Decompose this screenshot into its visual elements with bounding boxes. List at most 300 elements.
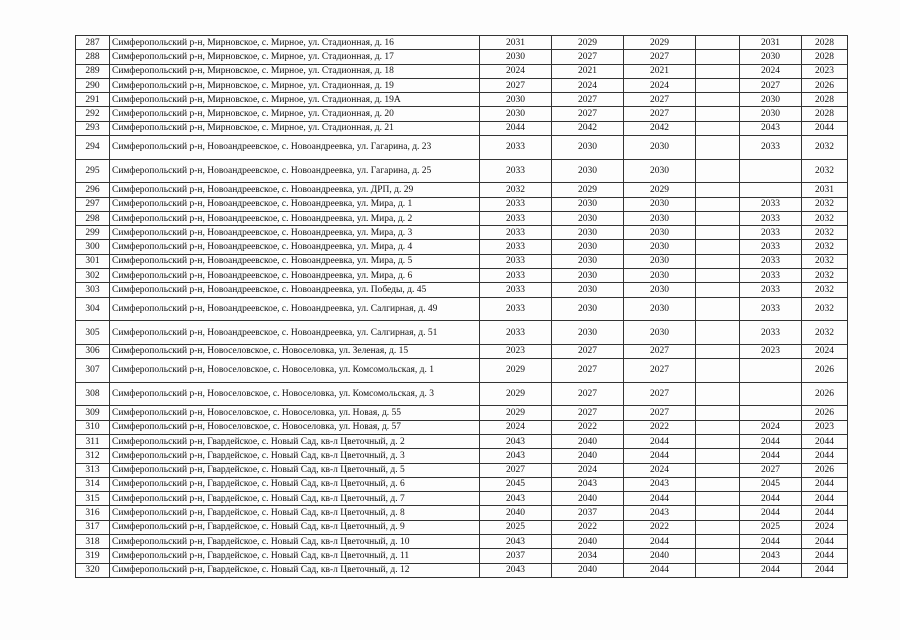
row-number: 315	[76, 492, 110, 506]
year-cell-6: 2023	[802, 420, 848, 434]
year-cell-6: 2024	[802, 520, 848, 534]
row-number: 320	[76, 563, 110, 577]
year-cell-3: 2027	[624, 50, 696, 64]
year-cell-5: 2025	[740, 520, 802, 534]
table-row	[76, 50, 848, 64]
year-cell-4	[696, 78, 740, 92]
table-body	[76, 36, 848, 578]
year-cell-5: 2030	[740, 93, 802, 107]
address-cell: Симферопольский р-н, Мирновское, с. Мирное, ул. Стадионная, д. 19	[110, 78, 480, 92]
row-number: 288	[76, 50, 110, 64]
row-number: 296	[76, 183, 110, 197]
address-cell: Симферопольский р-н, Мирновское, с. Мирное, ул. Стадионная, д. 21	[110, 121, 480, 135]
table-row	[76, 183, 848, 197]
year-cell-6: 2044	[802, 434, 848, 448]
table-row	[76, 492, 848, 506]
year-cell-5: 2033	[740, 240, 802, 254]
table-row	[76, 534, 848, 548]
year-cell-2: 2030	[552, 197, 624, 211]
year-cell-5: 2045	[740, 477, 802, 491]
year-cell-5: 2033	[740, 297, 802, 321]
year-cell-6: 2026	[802, 382, 848, 406]
year-cell-5: 2033	[740, 321, 802, 345]
year-cell-3: 2021	[624, 64, 696, 78]
row-number: 303	[76, 283, 110, 297]
year-cell-1: 2037	[480, 549, 552, 563]
year-cell-1: 2029	[480, 382, 552, 406]
year-cell-2: 2030	[552, 159, 624, 183]
year-cell-1: 2033	[480, 211, 552, 225]
address-cell: Симферопольский р-н, Новоселовское, с. Новоселовка, ул. Зеленая, д. 15	[110, 344, 480, 358]
year-cell-6: 2032	[802, 240, 848, 254]
year-cell-4	[696, 406, 740, 420]
year-cell-5: 2033	[740, 269, 802, 283]
year-cell-6: 2032	[802, 321, 848, 345]
year-cell-2: 2027	[552, 344, 624, 358]
year-cell-6: 2044	[802, 549, 848, 563]
year-cell-5: 2030	[740, 107, 802, 121]
year-cell-5: 2033	[740, 283, 802, 297]
table-row	[76, 136, 848, 160]
year-cell-1: 2033	[480, 240, 552, 254]
year-cell-1: 2043	[480, 534, 552, 548]
year-cell-3: 2043	[624, 506, 696, 520]
year-cell-1: 2043	[480, 492, 552, 506]
year-cell-5: 2044	[740, 434, 802, 448]
year-cell-4	[696, 492, 740, 506]
year-cell-6: 2044	[802, 506, 848, 520]
year-cell-2: 2029	[552, 36, 624, 50]
row-number: 318	[76, 534, 110, 548]
year-cell-5: 2043	[740, 121, 802, 135]
year-cell-3: 2044	[624, 563, 696, 577]
year-cell-4	[696, 254, 740, 268]
year-cell-2: 2042	[552, 121, 624, 135]
year-cell-6: 2044	[802, 449, 848, 463]
year-cell-6: 2028	[802, 50, 848, 64]
year-cell-1: 2029	[480, 359, 552, 383]
year-cell-3: 2044	[624, 492, 696, 506]
year-cell-6: 2026	[802, 359, 848, 383]
year-cell-4	[696, 211, 740, 225]
year-cell-3: 2030	[624, 136, 696, 160]
year-cell-6: 2032	[802, 297, 848, 321]
year-cell-3: 2040	[624, 549, 696, 563]
year-cell-1: 2030	[480, 93, 552, 107]
year-cell-3: 2030	[624, 297, 696, 321]
year-cell-3: 2022	[624, 520, 696, 534]
year-cell-1: 2033	[480, 283, 552, 297]
year-cell-3: 2030	[624, 211, 696, 225]
year-cell-4	[696, 159, 740, 183]
year-cell-5	[740, 406, 802, 420]
year-cell-6: 2028	[802, 93, 848, 107]
address-cell: Симферопольский р-н, Мирновское, с. Мирное, ул. Стадионная, д. 17	[110, 50, 480, 64]
year-cell-2: 2030	[552, 211, 624, 225]
year-cell-1: 2033	[480, 254, 552, 268]
address-cell: Симферопольский р-н, Мирновское, с. Мирное, ул. Стадионная, д. 20	[110, 107, 480, 121]
address-cell: Симферопольский р-н, Гвардейское, с. Новый Сад, кв-л Цветочный, д. 7	[110, 492, 480, 506]
year-cell-2: 2040	[552, 534, 624, 548]
year-cell-1: 2033	[480, 226, 552, 240]
year-cell-5: 2033	[740, 211, 802, 225]
year-cell-2: 2030	[552, 321, 624, 345]
row-number: 307	[76, 359, 110, 383]
table-row	[76, 283, 848, 297]
row-number: 301	[76, 254, 110, 268]
year-cell-3: 2030	[624, 226, 696, 240]
year-cell-3: 2030	[624, 283, 696, 297]
year-cell-1: 2040	[480, 506, 552, 520]
year-cell-2: 2043	[552, 477, 624, 491]
table-row	[76, 197, 848, 211]
address-cell: Симферопольский р-н, Гвардейское, с. Новый Сад, кв-л Цветочный, д. 3	[110, 449, 480, 463]
row-number: 290	[76, 78, 110, 92]
year-cell-5: 2024	[740, 420, 802, 434]
year-cell-4	[696, 240, 740, 254]
year-cell-4	[696, 420, 740, 434]
address-cell: Симферопольский р-н, Новоселовское, с. Новоселовка, ул. Комсомольская, д. 1	[110, 359, 480, 383]
year-cell-1: 2033	[480, 321, 552, 345]
year-cell-4	[696, 183, 740, 197]
table-row	[76, 563, 848, 577]
year-cell-6: 2026	[802, 463, 848, 477]
year-cell-4	[696, 36, 740, 50]
year-cell-4	[696, 344, 740, 358]
year-cell-2: 2022	[552, 420, 624, 434]
year-cell-3: 2029	[624, 36, 696, 50]
year-cell-5	[740, 183, 802, 197]
row-number: 305	[76, 321, 110, 345]
table-row	[76, 449, 848, 463]
year-cell-1: 2024	[480, 64, 552, 78]
year-cell-1: 2043	[480, 449, 552, 463]
year-cell-6: 2028	[802, 36, 848, 50]
year-cell-3: 2030	[624, 321, 696, 345]
row-number: 287	[76, 36, 110, 50]
table-row	[76, 477, 848, 491]
year-cell-4	[696, 359, 740, 383]
year-cell-6: 2044	[802, 121, 848, 135]
table-row	[76, 159, 848, 183]
year-cell-5	[740, 382, 802, 406]
year-cell-3: 2044	[624, 449, 696, 463]
year-cell-4	[696, 226, 740, 240]
year-cell-2: 2030	[552, 269, 624, 283]
address-cell: Симферопольский р-н, Гвардейское, с. Новый Сад, кв-л Цветочный, д. 11	[110, 549, 480, 563]
year-cell-5: 2023	[740, 344, 802, 358]
table-row	[76, 406, 848, 420]
year-cell-6: 2026	[802, 78, 848, 92]
table-row	[76, 297, 848, 321]
address-cell: Симферопольский р-н, Новоандреевское, с. Новоандреевка, ул. Мира, д. 4	[110, 240, 480, 254]
year-cell-6: 2032	[802, 211, 848, 225]
address-cell: Симферопольский р-н, Гвардейское, с. Новый Сад, кв-л Цветочный, д. 8	[110, 506, 480, 520]
year-cell-1: 2033	[480, 136, 552, 160]
year-cell-5: 2043	[740, 549, 802, 563]
year-cell-3: 2027	[624, 107, 696, 121]
table-row	[76, 36, 848, 50]
year-cell-6: 2032	[802, 269, 848, 283]
year-cell-5: 2033	[740, 226, 802, 240]
table-row	[76, 78, 848, 92]
year-cell-6: 2032	[802, 254, 848, 268]
row-number: 294	[76, 136, 110, 160]
schedule-table	[75, 35, 848, 578]
row-number: 297	[76, 197, 110, 211]
row-number: 302	[76, 269, 110, 283]
year-cell-2: 2030	[552, 240, 624, 254]
address-cell: Симферопольский р-н, Новоселовское, с. Новоселовка, ул. Новая, д. 55	[110, 406, 480, 420]
year-cell-2: 2040	[552, 449, 624, 463]
year-cell-6: 2044	[802, 492, 848, 506]
year-cell-6: 2044	[802, 534, 848, 548]
year-cell-4	[696, 563, 740, 577]
address-cell: Симферопольский р-н, Новоандреевское, с. Новоандреевка, ул. Мира, д. 1	[110, 197, 480, 211]
address-cell: Симферопольский р-н, Мирновское, с. Мирное, ул. Стадионная, д. 16	[110, 36, 480, 50]
year-cell-4	[696, 506, 740, 520]
table-row	[76, 344, 848, 358]
year-cell-6: 2026	[802, 406, 848, 420]
year-cell-6: 2032	[802, 136, 848, 160]
table-row	[76, 463, 848, 477]
row-number: 308	[76, 382, 110, 406]
year-cell-1: 2044	[480, 121, 552, 135]
year-cell-5: 2044	[740, 563, 802, 577]
table-row	[76, 121, 848, 135]
year-cell-3: 2042	[624, 121, 696, 135]
row-number: 304	[76, 297, 110, 321]
year-cell-2: 2024	[552, 463, 624, 477]
year-cell-1: 2027	[480, 463, 552, 477]
year-cell-1: 2031	[480, 36, 552, 50]
row-number: 317	[76, 520, 110, 534]
year-cell-6: 2032	[802, 197, 848, 211]
table-row	[76, 321, 848, 345]
year-cell-1: 2032	[480, 183, 552, 197]
table-row	[76, 549, 848, 563]
year-cell-3: 2044	[624, 534, 696, 548]
table-row	[76, 269, 848, 283]
address-cell: Симферопольский р-н, Новоандреевское, с. Новоандреевка, ул. Салгирная, д. 49	[110, 297, 480, 321]
year-cell-3: 2030	[624, 197, 696, 211]
year-cell-1: 2024	[480, 420, 552, 434]
year-cell-2: 2040	[552, 563, 624, 577]
table-row	[76, 359, 848, 383]
year-cell-1: 2043	[480, 434, 552, 448]
year-cell-4	[696, 449, 740, 463]
year-cell-2: 2027	[552, 93, 624, 107]
year-cell-4	[696, 50, 740, 64]
year-cell-5: 2044	[740, 492, 802, 506]
year-cell-6: 2032	[802, 226, 848, 240]
row-number: 306	[76, 344, 110, 358]
year-cell-6: 2044	[802, 477, 848, 491]
year-cell-2: 2030	[552, 226, 624, 240]
year-cell-3: 2022	[624, 420, 696, 434]
table-row	[76, 506, 848, 520]
row-number: 313	[76, 463, 110, 477]
year-cell-3: 2030	[624, 254, 696, 268]
year-cell-2: 2027	[552, 107, 624, 121]
year-cell-6: 2032	[802, 283, 848, 297]
year-cell-3: 2043	[624, 477, 696, 491]
row-number: 293	[76, 121, 110, 135]
row-number: 292	[76, 107, 110, 121]
row-number: 300	[76, 240, 110, 254]
year-cell-3: 2030	[624, 159, 696, 183]
year-cell-3: 2044	[624, 434, 696, 448]
address-cell: Симферопольский р-н, Новоандреевское, с. Новоандреевка, ул. Мира, д. 2	[110, 211, 480, 225]
address-cell: Симферопольский р-н, Новоандреевское, с. Новоандреевка, ул. ДРП, д. 29	[110, 183, 480, 197]
table-row	[76, 520, 848, 534]
address-cell: Симферопольский р-н, Гвардейское, с. Новый Сад, кв-л Цветочный, д. 12	[110, 563, 480, 577]
row-number: 311	[76, 434, 110, 448]
year-cell-2: 2030	[552, 254, 624, 268]
year-cell-4	[696, 321, 740, 345]
year-cell-4	[696, 136, 740, 160]
table-row	[76, 64, 848, 78]
year-cell-6: 2023	[802, 64, 848, 78]
year-cell-2: 2022	[552, 520, 624, 534]
address-cell: Симферопольский р-н, Новоселовское, с. Новоселовка, ул. Новая, д. 57	[110, 420, 480, 434]
address-cell: Симферопольский р-н, Новоандреевское, с. Новоандреевка, ул. Мира, д. 6	[110, 269, 480, 283]
year-cell-1: 2030	[480, 107, 552, 121]
year-cell-6: 2031	[802, 183, 848, 197]
address-cell: Симферопольский р-н, Новоселовское, с. Новоселовка, ул. Комсомольская, д. 3	[110, 382, 480, 406]
address-cell: Симферопольский р-н, Новоандреевское, с. Новоандреевка, ул. Победы, д. 45	[110, 283, 480, 297]
table-row	[76, 240, 848, 254]
table-row	[76, 434, 848, 448]
year-cell-1: 2033	[480, 197, 552, 211]
year-cell-2: 2029	[552, 183, 624, 197]
address-cell: Симферопольский р-н, Мирновское, с. Мирное, ул. Стадионная, д. 19А	[110, 93, 480, 107]
year-cell-4	[696, 107, 740, 121]
year-cell-4	[696, 283, 740, 297]
row-number: 291	[76, 93, 110, 107]
year-cell-3: 2027	[624, 344, 696, 358]
address-cell: Симферопольский р-н, Новоандреевское, с. Новоандреевка, ул. Салгирная, д. 51	[110, 321, 480, 345]
year-cell-5	[740, 359, 802, 383]
year-cell-1: 2029	[480, 406, 552, 420]
row-number: 295	[76, 159, 110, 183]
year-cell-6: 2044	[802, 563, 848, 577]
row-number: 319	[76, 549, 110, 563]
address-cell: Симферопольский р-н, Гвардейское, с. Новый Сад, кв-л Цветочный, д. 6	[110, 477, 480, 491]
year-cell-6: 2032	[802, 159, 848, 183]
year-cell-2: 2027	[552, 382, 624, 406]
table-row	[76, 107, 848, 121]
year-cell-2: 2040	[552, 434, 624, 448]
year-cell-2: 2021	[552, 64, 624, 78]
year-cell-2: 2030	[552, 136, 624, 160]
year-cell-4	[696, 197, 740, 211]
year-cell-4	[696, 297, 740, 321]
row-number: 310	[76, 420, 110, 434]
year-cell-5: 2044	[740, 449, 802, 463]
table-row	[76, 254, 848, 268]
year-cell-1: 2043	[480, 563, 552, 577]
year-cell-5: 2033	[740, 254, 802, 268]
year-cell-2: 2030	[552, 297, 624, 321]
year-cell-1: 2033	[480, 269, 552, 283]
year-cell-6: 2028	[802, 107, 848, 121]
row-number: 298	[76, 211, 110, 225]
year-cell-3: 2029	[624, 183, 696, 197]
year-cell-2: 2034	[552, 549, 624, 563]
year-cell-3: 2027	[624, 382, 696, 406]
year-cell-3: 2024	[624, 78, 696, 92]
year-cell-6: 2024	[802, 344, 848, 358]
year-cell-5: 2024	[740, 64, 802, 78]
year-cell-5: 2027	[740, 78, 802, 92]
year-cell-1: 2027	[480, 78, 552, 92]
address-cell: Симферопольский р-н, Гвардейское, с. Новый Сад, кв-л Цветочный, д. 2	[110, 434, 480, 448]
table-row	[76, 211, 848, 225]
year-cell-1: 2045	[480, 477, 552, 491]
year-cell-2: 2037	[552, 506, 624, 520]
year-cell-2: 2027	[552, 406, 624, 420]
row-number: 316	[76, 506, 110, 520]
table-row	[76, 382, 848, 406]
year-cell-5: 2030	[740, 50, 802, 64]
row-number: 289	[76, 64, 110, 78]
address-cell: Симферопольский р-н, Гвардейское, с. Новый Сад, кв-л Цветочный, д. 9	[110, 520, 480, 534]
year-cell-3: 2024	[624, 463, 696, 477]
address-cell: Симферопольский р-н, Гвардейское, с. Новый Сад, кв-л Цветочный, д. 5	[110, 463, 480, 477]
year-cell-5: 2033	[740, 197, 802, 211]
year-cell-1: 2033	[480, 159, 552, 183]
table-row	[76, 226, 848, 240]
address-cell: Симферопольский р-н, Гвардейское, с. Новый Сад, кв-л Цветочный, д. 10	[110, 534, 480, 548]
year-cell-5	[740, 159, 802, 183]
row-number: 312	[76, 449, 110, 463]
year-cell-1: 2023	[480, 344, 552, 358]
year-cell-5: 2033	[740, 136, 802, 160]
year-cell-4	[696, 64, 740, 78]
year-cell-2: 2024	[552, 78, 624, 92]
year-cell-3: 2027	[624, 406, 696, 420]
address-cell: Симферопольский р-н, Новоандреевское, с. Новоандреевка, ул. Мира, д. 5	[110, 254, 480, 268]
year-cell-2: 2027	[552, 359, 624, 383]
year-cell-2: 2027	[552, 50, 624, 64]
year-cell-4	[696, 520, 740, 534]
table-row	[76, 420, 848, 434]
row-number: 299	[76, 226, 110, 240]
year-cell-4	[696, 434, 740, 448]
year-cell-3: 2030	[624, 240, 696, 254]
row-number: 314	[76, 477, 110, 491]
address-cell: Симферопольский р-н, Новоандреевское, с. Новоандреевка, ул. Гагарина, д. 23	[110, 136, 480, 160]
year-cell-2: 2030	[552, 283, 624, 297]
year-cell-4	[696, 121, 740, 135]
year-cell-4	[696, 382, 740, 406]
address-cell: Симферопольский р-н, Новоандреевское, с. Новоандреевка, ул. Мира, д. 3	[110, 226, 480, 240]
address-cell: Симферопольский р-н, Новоандреевское, с. Новоандреевка, ул. Гагарина, д. 25	[110, 159, 480, 183]
year-cell-5: 2031	[740, 36, 802, 50]
row-number: 309	[76, 406, 110, 420]
year-cell-1: 2033	[480, 297, 552, 321]
year-cell-5: 2027	[740, 463, 802, 477]
year-cell-5: 2044	[740, 506, 802, 520]
year-cell-1: 2025	[480, 520, 552, 534]
year-cell-4	[696, 269, 740, 283]
year-cell-3: 2030	[624, 269, 696, 283]
table-row	[76, 93, 848, 107]
year-cell-4	[696, 93, 740, 107]
year-cell-3: 2027	[624, 359, 696, 383]
year-cell-4	[696, 534, 740, 548]
